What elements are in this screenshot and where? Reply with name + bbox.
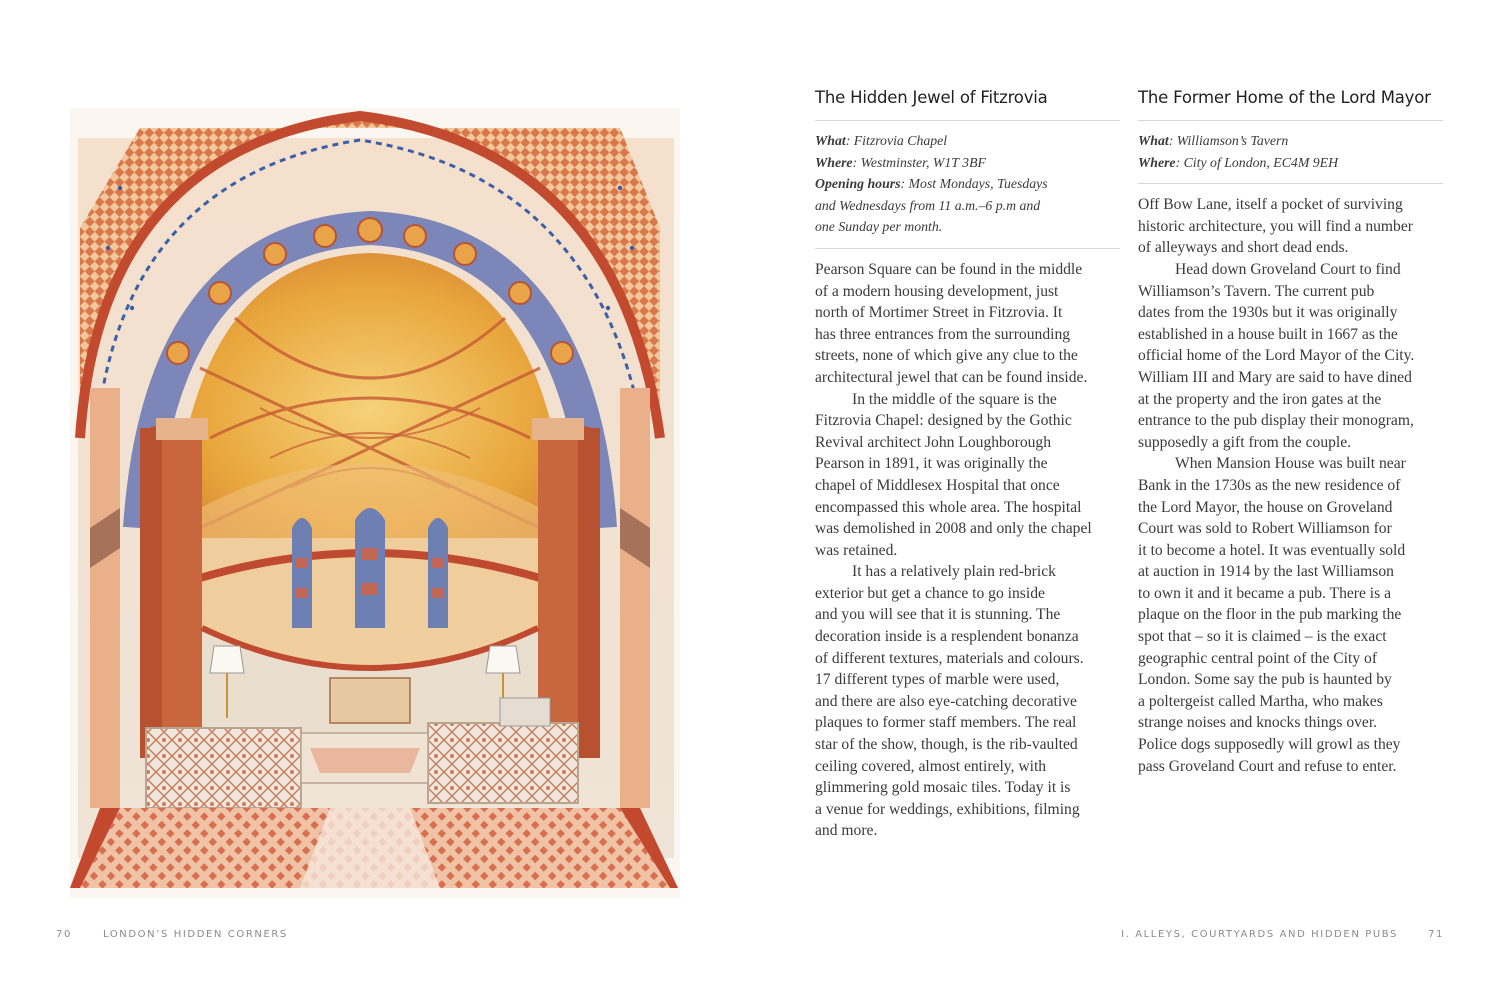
detail-value: City of London, EC4M 9EH [1183,154,1339,170]
detail-what: What: Williamson’s Tavern [1138,133,1289,148]
entry-title: The Former Home of the Lord Mayor [1138,88,1431,107]
body-line: Head down Groveland Court to find [1175,260,1401,278]
body-line: Williamson’s Tavern. The current pub [1138,282,1375,300]
detail-label: What [1138,133,1169,148]
body-line: It has a relatively plain red-brick [852,563,1056,581]
body-line: geographic central point of the City of [1138,649,1378,667]
entry-body [1138,184,1443,777]
body-line: In the middle of the square is the [852,390,1057,408]
detail-value: Fitzrovia Chapel [853,133,948,148]
body-line: and there are also eye-catching decorative [815,692,1077,710]
right-page-number: 71 [1428,929,1444,940]
detail-what: What: Fitzrovia Chapel [815,133,948,148]
detail-continuation: one Sunday per month. [815,219,943,235]
detail-continuation: and Wednesdays from 11 a.m.–6 p.m and [815,197,1041,213]
body-line: of alleyways and short dead ends. [1138,239,1349,257]
body-line: When Mansion House was built near [1175,455,1406,473]
body-line: was demolished in 2008 and only the chapel [815,520,1092,538]
right-running-title: I. ALLEYS, COURTYARDS AND HIDDEN PUBS [1121,929,1398,940]
body-line: Revival architect John Loughborough [815,433,1052,451]
body-line: star of the show, though, is the rib-vaulted [815,736,1078,754]
detail-where: Where: Westminster, W1T 3BF [815,154,986,170]
detail-where: Where: City of London, EC4M 9EH [1138,154,1339,170]
body-line: Bank in the 1730s as the new residence of [1138,476,1401,494]
body-line: decoration inside is a resplendent bonanza [815,628,1079,646]
body-line: spot that – so it is claimed – is the exact [1138,628,1387,646]
body-line: a venue for weddings, exhibitions, filming [815,800,1080,818]
detail-label: What [815,133,846,148]
body-line: encompassed this whole area. The hospital [815,498,1082,516]
body-line: Fitzrovia Chapel: designed by the Gothic [815,412,1072,430]
body-line: and you will see that it is stunning. The [815,606,1061,624]
detail-value: Westminster, W1T 3BF [860,154,986,170]
entry-details [1138,121,1443,183]
body-line: of a modern housing development, just [815,282,1059,300]
body-line: it to become a hotel. It was eventually sold [1138,541,1406,559]
detail-value: Most Mondays, Tuesdays [908,176,1048,192]
body-line: architectural jewel that can be found inside. [815,368,1088,386]
body-line: dates from the 1930s but it was originally [1138,304,1398,322]
body-line: pass Groveland Court and refuse to enter. [1138,757,1397,775]
left-running-title: LONDON’S HIDDEN CORNERS [103,929,288,940]
body-line: north of Mortimer Street in Fitzrovia. It [815,304,1063,322]
body-line: Off Bow Lane, itself a pocket of surviving [1138,196,1403,214]
body-line: at auction in 1914 by the last Williamson [1138,563,1394,581]
body-line: the Lord Mayor, the house on Groveland [1138,498,1393,516]
entry-williamsons-tavern [1138,86,1443,777]
entry-body [815,249,1120,842]
body-line: entrance to the pub display their monogram, [1138,412,1414,430]
detail-value: Williamson’s Tavern [1176,133,1289,148]
body-line: streets, none of which give any clue to the [815,347,1078,365]
chapel-illustration [60,108,688,898]
body-line: has three entrances from the surrounding [815,325,1071,343]
body-line: London. Some say the pub is haunted by [1138,671,1392,689]
body-line: exterior but get a chance to go inside [815,584,1045,602]
body-line: a poltergeist called Martha, who makes [1138,692,1383,710]
body-line: strange noises and knocks things over. [1138,714,1378,732]
body-line: was retained. [815,541,898,559]
body-line: chapel of Middlesex Hospital that once [815,476,1060,494]
body-line: William III and Mary are said to have dined [1138,368,1412,386]
body-line: plaques to former staff members. The real [815,714,1077,732]
detail-label: Opening hours [815,176,901,192]
body-line: ceiling covered, almost entirely, with [815,757,1047,775]
body-line: plaque on the floor in the pub marking the [1138,606,1402,624]
body-line: 17 different types of marble were used, [815,671,1060,689]
detail-label: Where [815,154,853,170]
body-line: supposedly a gift from the couple. [1138,433,1352,451]
body-line: historic architecture, you will find a number [1138,217,1413,235]
body-line: to own it and it became a pub. There is a [1138,584,1392,602]
entry-title: The Hidden Jewel of Fitzrovia [815,88,1048,107]
entry-details [815,121,1120,248]
body-line: of different textures, materials and colours. [815,649,1084,667]
body-line: Court was sold to Robert Williamson for [1138,520,1392,538]
body-line: Pearson in 1891, it was originally the [815,455,1048,473]
detail-label: Where [1138,154,1176,170]
body-line: official home of the Lord Mayor of the City. [1138,347,1415,365]
detail-opening-hours: Opening hours: Most Mondays, Tuesdays [815,176,1048,192]
body-line: and more. [815,822,878,840]
body-line: established in a house built in 1667 as the [1138,325,1398,343]
entry-fitzrovia-chapel [815,86,1120,842]
body-line: at the property and the iron gates at the [1138,390,1382,408]
body-line: glimmering gold mosaic tiles. Today it is [815,779,1071,797]
body-line: Pearson Square can be found in the middle [815,260,1083,278]
left-page-number: 70 [56,929,72,940]
body-line: Police dogs supposedly will growl as they [1138,736,1401,754]
